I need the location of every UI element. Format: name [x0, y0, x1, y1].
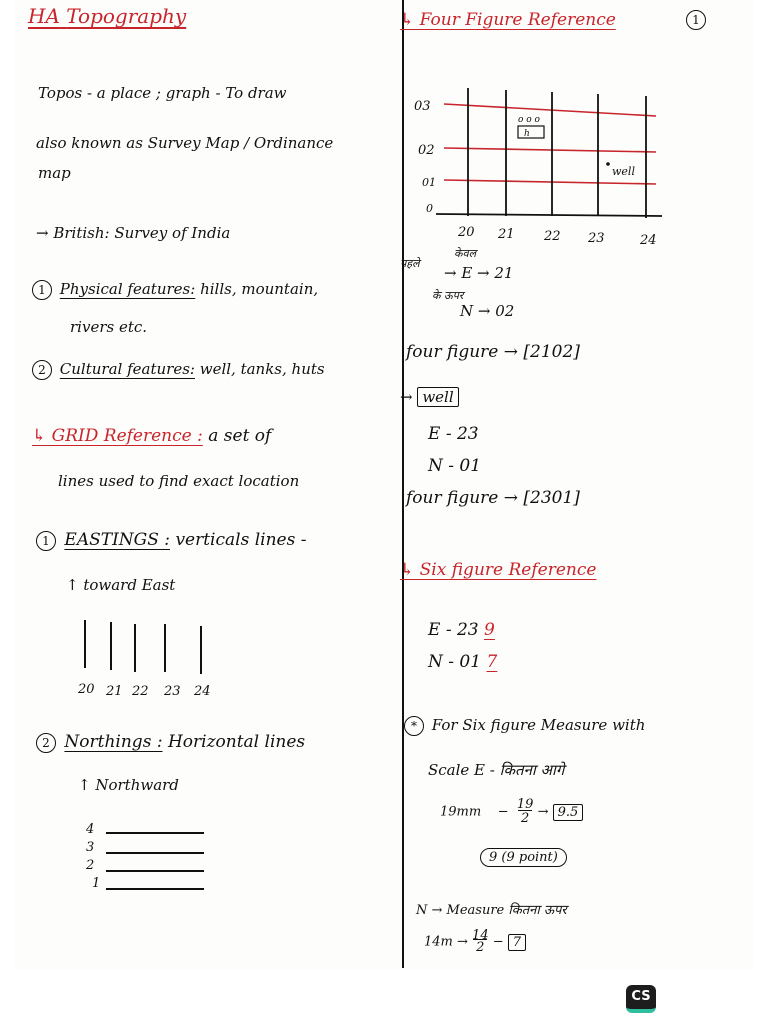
- calc-result-box: 9.5: [553, 804, 584, 821]
- num-circle: 2: [32, 360, 52, 380]
- northing-line-mark: [106, 832, 204, 834]
- northing-calc: 14m → 14 2 − 7: [424, 930, 526, 954]
- well-box: well: [417, 387, 458, 407]
- northings-line: [36, 732, 305, 753]
- cultural-features-line: [32, 360, 325, 380]
- title-text: Topography: [66, 4, 187, 28]
- well-label: well: [612, 165, 635, 178]
- well-northing: N - 01: [428, 456, 482, 476]
- six-e-digit: 9: [484, 620, 495, 640]
- hindi-upar: के ऊपर: [432, 289, 464, 302]
- physical-rest: hills, mountain,: [200, 280, 319, 298]
- measure-note-line: [404, 716, 645, 736]
- six-n-value: N - 01: [428, 652, 482, 672]
- easting-calc: 19mm − $\frac{19}{2} \to 9.5$: [440, 798, 583, 826]
- note-line-1: For Six figure Measure with: [431, 716, 646, 734]
- hut-box: [518, 126, 544, 138]
- camscanner-logo: CS: [626, 985, 656, 1013]
- then-northing-step: N → 02: [460, 302, 515, 320]
- easting-line-mark: [200, 626, 202, 674]
- x-tick-23: 23: [588, 231, 605, 246]
- four-figure-result-1: four figure → [2102]: [406, 342, 580, 362]
- page-number: [686, 10, 709, 30]
- hut-box-text: h: [524, 129, 530, 139]
- x-tick-21: 21: [498, 227, 515, 242]
- northing-tick: 2: [86, 858, 95, 873]
- four-figure-result-2: four figure → [2301]: [406, 488, 580, 508]
- six-n-digit: 7: [486, 652, 498, 672]
- easting-line-mark: [110, 622, 112, 670]
- x-tick-24: 24: [640, 233, 657, 248]
- northing-line-01: [444, 180, 656, 184]
- physical-features-line: [32, 280, 318, 300]
- northing-line-02: [444, 148, 656, 152]
- rivers-line: rivers etc.: [70, 318, 148, 336]
- easting-tick: 20: [78, 682, 95, 697]
- easting-line-mark: [84, 620, 86, 668]
- six-figure-northing: [428, 652, 497, 672]
- calc-mm: 19mm: [440, 804, 482, 820]
- num-circle: 1: [36, 531, 56, 551]
- y-tick-01: 01: [422, 176, 436, 189]
- northing-tick: 3: [86, 840, 95, 855]
- notebook-page: [14, 0, 754, 970]
- page-title: [28, 4, 186, 28]
- aka-line: also known as Survey Map / Ordinance: [36, 134, 334, 152]
- six-e-value: E - 23: [428, 620, 479, 640]
- calc-numerator: 19: [516, 797, 534, 812]
- hut-label: o o o: [518, 115, 540, 125]
- easting-tick: 24: [194, 684, 211, 699]
- physical-label: Physical features:: [59, 280, 196, 298]
- grid-label: ↳ GRID Reference :: [32, 426, 203, 446]
- easting-tick: 23: [164, 684, 181, 699]
- grid-def-line: lines used to find exact location: [58, 472, 300, 490]
- title-prefix: HA: [28, 4, 60, 28]
- northing-line-mark: [106, 888, 204, 890]
- grid-diagram: [400, 80, 690, 250]
- easting-tick: 21: [106, 684, 123, 699]
- eastings-line: [36, 530, 306, 551]
- y-tick-02: 02: [418, 143, 435, 158]
- northings-rest: Horizontal lines: [167, 732, 306, 752]
- british-line: → British: Survey of India: [36, 224, 231, 242]
- northing-denominator: 2: [473, 939, 487, 955]
- cultural-label: Cultural features:: [59, 360, 195, 378]
- easting-tick: 22: [132, 684, 149, 699]
- first-easting-step: → E → 21: [444, 264, 514, 282]
- easting-line-mark: [164, 624, 166, 672]
- base-line: [436, 214, 662, 216]
- x-tick-22: 22: [544, 229, 561, 244]
- four-figure-title: ↳ Four Figure Reference: [400, 10, 616, 30]
- northward-line: ↑ Northward: [78, 776, 179, 794]
- northing-line-03: [444, 104, 656, 116]
- eastings-label: EASTINGS :: [64, 530, 171, 550]
- note-line-2: Scale E - कितना आगे: [428, 761, 565, 779]
- cultural-rest: well, tanks, huts: [199, 360, 325, 378]
- map-line: map: [38, 164, 71, 182]
- northings-label: Northings :: [64, 732, 163, 752]
- num-circle: 2: [36, 733, 56, 753]
- northing-line-mark: [106, 852, 204, 854]
- num-circle: *: [404, 716, 424, 736]
- northing-numerator: 14: [472, 928, 489, 943]
- northing-measure-line: N → Measure कितना ऊपर: [416, 903, 567, 918]
- x-tick-20: 20: [458, 225, 475, 240]
- six-figure-title: ↳ Six figure Reference: [400, 560, 597, 580]
- northing-line-mark: [106, 870, 204, 872]
- well-easting: E - 23: [428, 424, 479, 444]
- y-tick-03: 03: [414, 99, 431, 114]
- page-number-circle: 1: [686, 10, 706, 30]
- grid-rest: a set of: [208, 426, 272, 446]
- six-figure-easting: [428, 620, 495, 640]
- northing-calc-label: 14m →: [424, 934, 468, 950]
- calc-denominator: 2: [518, 810, 532, 826]
- grid-reference-line: [32, 426, 271, 446]
- num-circle: 1: [32, 280, 52, 300]
- hindi-kewal: केवल: [454, 247, 477, 260]
- northing-tick: 4: [86, 822, 95, 837]
- northing-result-box: 7: [508, 934, 526, 951]
- point-note: [480, 850, 567, 865]
- eastings-rest: verticals lines -: [175, 530, 307, 550]
- y-tick-0: 0: [426, 202, 433, 215]
- calc-fraction: [517, 798, 534, 826]
- well-arrow: → well: [400, 388, 459, 406]
- northing-fraction: [472, 930, 489, 954]
- northing-tick: 1: [92, 876, 101, 891]
- well-dot: [606, 162, 610, 166]
- toward-east-line: ↑ toward East: [66, 576, 176, 594]
- point-note-ellipse: 9 (9 point): [480, 848, 567, 867]
- hindi-pehle: पहले: [400, 257, 420, 270]
- definition-line: Topos - a place ; graph - To draw: [38, 84, 287, 102]
- easting-line-mark: [134, 624, 136, 672]
